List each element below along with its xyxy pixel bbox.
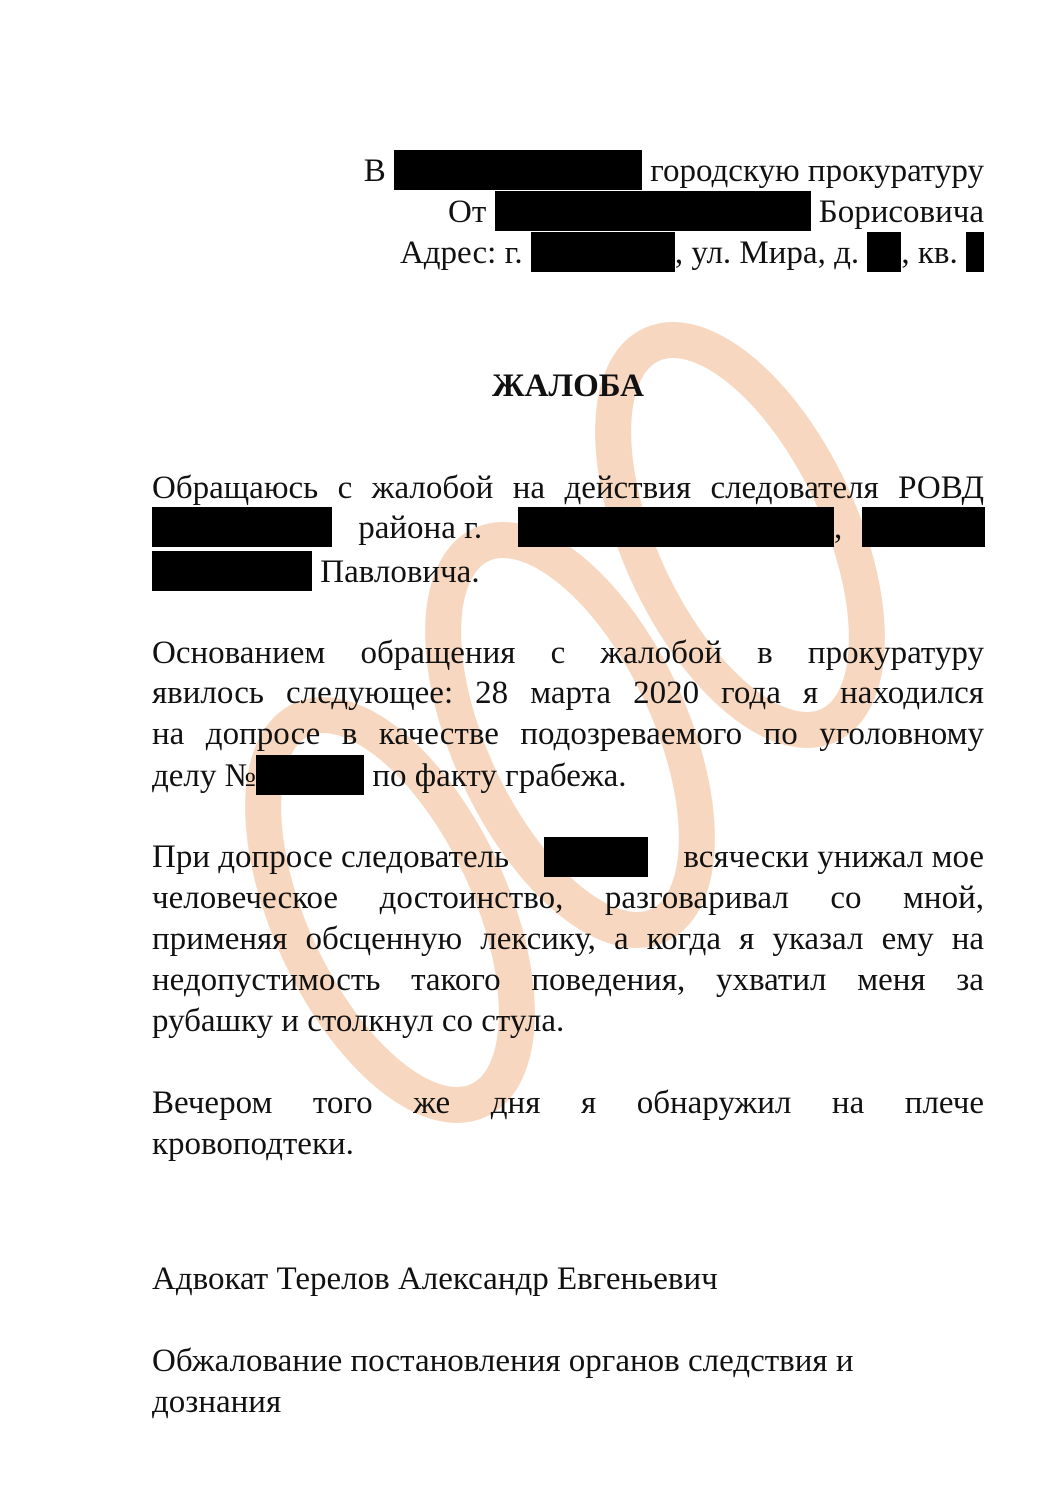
word: следователя [710, 470, 879, 506]
redaction-block [544, 837, 648, 877]
word: явилось [152, 675, 264, 711]
word: действия [564, 470, 692, 506]
word: жалобой [371, 470, 494, 506]
word: меня [857, 962, 926, 998]
word: я [580, 1085, 597, 1121]
redaction-block [394, 150, 642, 190]
word: на [152, 716, 185, 752]
para2-line3 [152, 714, 984, 754]
para3-continue: всячески унижал мое [683, 839, 984, 875]
redaction-block [867, 232, 901, 272]
word: плече [904, 1085, 984, 1121]
word: РОВД [898, 470, 984, 506]
word: ухватил [715, 962, 827, 998]
para1-line1 [152, 468, 984, 508]
address-line [400, 232, 984, 273]
para4-line2: кровоподтеки. [152, 1126, 354, 1162]
word: 28 [475, 675, 509, 711]
word: за [956, 962, 984, 998]
sender-prefix: От [447, 194, 487, 230]
signature: Адвокат Терелов Александр Евгеньевич [152, 1261, 718, 1297]
word: Обращаюсь [152, 470, 319, 506]
word: когда [646, 921, 721, 957]
word: 2020 [633, 675, 700, 711]
word: марта [530, 675, 612, 711]
para4-line1 [152, 1083, 984, 1123]
word: с [337, 470, 353, 506]
word: с [550, 635, 566, 671]
word: я [739, 921, 755, 957]
footer-line1: Обжалование постановления органов следствия и [152, 1343, 854, 1379]
para2-line2 [152, 673, 984, 713]
para2-line1 [152, 633, 984, 673]
word: мной, [903, 880, 984, 916]
case-number-prefix: делу № [152, 758, 257, 794]
word: такого [411, 962, 501, 998]
para3-line4 [152, 960, 984, 1000]
redaction-block [152, 551, 312, 591]
word: того [312, 1085, 373, 1121]
para1-patronymic: Павловича. [320, 554, 480, 590]
address-street: , ул. Мира, д. [674, 235, 860, 271]
word: находился [840, 675, 984, 711]
redaction-block [518, 507, 834, 547]
word: достоинство, [379, 880, 564, 916]
para1-line2-rest [518, 507, 842, 548]
word: на [831, 1085, 865, 1121]
word: в [757, 635, 773, 671]
word: на [951, 921, 984, 957]
word: качестве [378, 716, 499, 752]
word: указал [772, 921, 864, 957]
addressee-suffix: городскую прокуратуру [650, 153, 984, 189]
word: обсценную [305, 921, 463, 957]
redaction-block [531, 232, 675, 272]
para3-line3 [152, 919, 984, 959]
document-title: ЖАЛОБА [492, 368, 644, 404]
word: уголовному [819, 716, 984, 752]
word: дня [490, 1085, 541, 1121]
para3-line1 [152, 837, 984, 877]
address-prefix: Адрес: г. [399, 235, 523, 271]
word: а [614, 921, 629, 957]
word: недопустимость [152, 962, 381, 998]
word: со [830, 880, 862, 916]
sender-line [448, 191, 984, 232]
para3-line2 [152, 878, 984, 918]
para1-comma: , [834, 510, 843, 546]
para3-start: При допросе следователь [152, 839, 510, 875]
redaction-block [862, 507, 985, 547]
word: лексику, [480, 921, 596, 957]
addressee-prefix: В [363, 153, 386, 189]
redaction-block [256, 755, 364, 795]
addressee-line [364, 150, 984, 191]
word: разговаривал [604, 880, 789, 916]
para1-line2-end [862, 507, 985, 548]
word: подозреваемого [520, 716, 743, 752]
redaction-block [495, 191, 811, 231]
word: же [413, 1085, 451, 1121]
word: Основанием [152, 635, 326, 671]
word: на [512, 470, 546, 506]
word: жалобой [600, 635, 723, 671]
redaction-block [966, 232, 984, 272]
sender-suffix: Борисовича [818, 194, 984, 230]
word: я [802, 675, 819, 711]
para1-district: района г. [358, 510, 483, 546]
para1-line2 [152, 507, 482, 548]
address-apt: , кв. [901, 235, 958, 271]
word: поведения, [531, 962, 686, 998]
word: обнаружил [636, 1085, 792, 1121]
para2-line4 [152, 755, 627, 796]
word: человеческое [152, 880, 339, 916]
word: по [763, 716, 798, 752]
redaction-block [152, 507, 332, 547]
case-description: по факту грабежа. [372, 758, 627, 794]
footer-line2: дознания [152, 1384, 282, 1420]
para1-line3 [152, 551, 480, 592]
word: применяя [152, 921, 288, 957]
word: обращения [360, 635, 516, 671]
word: допросе [205, 716, 321, 752]
word: года [721, 675, 781, 711]
word: Вечером [152, 1085, 273, 1121]
word: в [341, 716, 358, 752]
word: следующее: [285, 675, 454, 711]
word: прокуратуру [807, 635, 984, 671]
para3-line5: рубашку и столкнул со стула. [152, 1003, 565, 1039]
word: ему [881, 921, 934, 957]
